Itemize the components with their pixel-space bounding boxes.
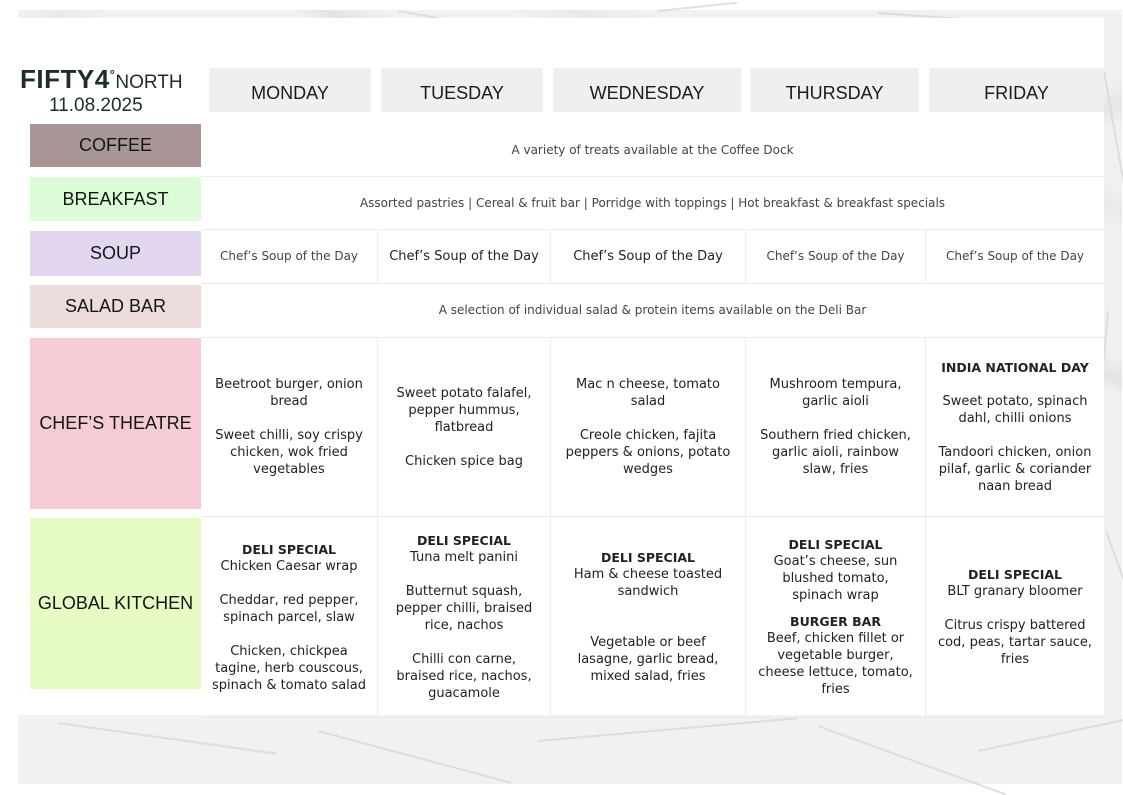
soup-cell-thursday — [746, 230, 926, 283]
soup-cell-tuesday — [378, 230, 551, 283]
brand-north: NORTH — [115, 72, 183, 93]
dish-text: Mushroom tempura, garlic aioli — [769, 377, 902, 409]
global-cell-friday — [926, 517, 1104, 717]
burger-bar-text: Beef, chicken fillet or vegetable burger, cheese lettuce, tomato, fries — [758, 631, 913, 697]
salad-bar-text: A selection of individual salad & protein items available on the Deli Bar — [438, 303, 867, 317]
theme-day-heading: INDIA NATIONAL DAY — [941, 360, 1089, 375]
dish-text: Chilli con carne, braised rice, nachos, guacamole — [396, 652, 532, 701]
dish-text: Tandoori chicken, onion pilaf, garlic & coriander naan bread — [938, 445, 1092, 494]
dish-text: Citrus crispy battered cod, peas, tartar sauce, fries — [937, 618, 1093, 667]
dish-text: Sweet chilli, soy crispy chicken, wok fried vegetables — [215, 428, 363, 477]
breakfast-cell — [201, 177, 1104, 229]
global-cell-wednesday — [551, 517, 746, 717]
row-label-global-kitchen: GLOBAL KITCHEN — [30, 518, 201, 689]
soup-cell-monday — [201, 230, 378, 283]
deli-special-text: Ham & cheese toasted sandwich — [573, 567, 723, 599]
dish-text: Beetroot burger, onion bread — [215, 377, 363, 409]
soup-cell-friday — [926, 230, 1104, 283]
day-header-tuesday: TUESDAY — [381, 68, 543, 112]
theatre-cell-thursday — [746, 338, 926, 516]
theatre-cell-monday — [201, 338, 378, 516]
deli-special-heading: DELI SPECIAL — [600, 550, 696, 565]
dish-text: Creole chicken, fajita peppers & onions, potato wedges — [565, 428, 731, 477]
deli-special-text: BLT granary bloomer — [947, 584, 1083, 599]
global-cell-tuesday — [378, 517, 551, 717]
dish-text: Chicken, chickpea tagine, herb couscous, spinach & tomato salad — [211, 643, 367, 693]
day-header-wednesday: WEDNESDAY — [553, 68, 741, 112]
breakfast-text: Assorted pastries | Cereal & fruit bar | Porridge with toppings | Hot breakfast & breakfast specials — [359, 195, 946, 210]
deli-special-text: Goat’s cheese, sun blushed tomato, spinach wrap — [773, 554, 898, 603]
deli-special-heading: DELI SPECIAL — [241, 541, 337, 557]
row-label-breakfast: BREAKFAST — [30, 177, 201, 221]
deli-special-text: Tuna melt panini — [410, 550, 518, 565]
theatre-cell-tuesday — [378, 338, 551, 516]
deli-special-text: Chicken Caesar wrap — [220, 558, 358, 574]
soup-text: Chef’s Soup of the Day — [945, 249, 1085, 263]
soup-text: Chef’s Soup of the Day — [573, 249, 723, 264]
coffee-text: A variety of treats available at the Coffee Dock — [511, 142, 794, 157]
global-cell-thursday — [746, 517, 926, 717]
deli-special-heading: DELI SPECIAL — [967, 567, 1063, 582]
brand-logo — [20, 66, 190, 116]
theatre-cell-friday — [926, 338, 1104, 516]
soup-cell-wednesday — [551, 230, 746, 283]
brand-wordmark — [20, 66, 190, 96]
brand-name: FIFTY4 — [20, 64, 110, 94]
row-label-coffee: COFFEE — [30, 124, 201, 167]
dish-text: Southern fried chicken, garlic aioli, rainbow slaw, fries — [760, 428, 911, 477]
deli-special-heading: DELI SPECIAL — [416, 533, 512, 548]
dish-text: Mac n cheese, tomato salad — [576, 377, 720, 409]
soup-text: Chef’s Soup of the Day — [766, 249, 905, 263]
brand-degree: ° — [109, 67, 116, 82]
dish-text: Chicken spice bag — [405, 453, 523, 469]
burger-bar-heading: BURGER BAR — [790, 614, 881, 629]
day-header-friday: FRIDAY — [929, 68, 1104, 112]
deli-special-heading: DELI SPECIAL — [788, 537, 883, 552]
dish-text: Sweet potato falafel, pepper hummus, flatbread — [396, 385, 532, 435]
coffee-cell — [201, 124, 1104, 176]
soup-text: Chef’s Soup of the Day — [389, 249, 539, 264]
theatre-cell-wednesday — [551, 338, 746, 516]
salad-bar-cell — [201, 284, 1104, 337]
menu-date: 11.08.2025 — [49, 95, 143, 116]
day-header-monday: MONDAY — [209, 68, 371, 112]
dish-text: Vegetable or beef lasagne, garlic bread, mixed salad, fries — [577, 635, 719, 684]
row-label-salad-bar: SALAD BAR — [30, 285, 201, 328]
dish-text: Cheddar, red pepper, spinach parcel, slaw — [219, 592, 359, 625]
row-label-soup: SOUP — [30, 231, 201, 276]
global-cell-monday — [201, 517, 378, 717]
row-label-chefs-theatre: CHEF’S THEATRE — [30, 338, 201, 509]
dish-text: Butternut squash, pepper chilli, braised rice, nachos — [395, 584, 533, 633]
dish-text: Sweet potato, spinach dahl, chilli onions — [942, 394, 1088, 426]
day-header-thursday: THURSDAY — [750, 68, 919, 112]
soup-text: Chef’s Soup of the Day — [219, 249, 359, 263]
row-divider — [201, 717, 1104, 718]
